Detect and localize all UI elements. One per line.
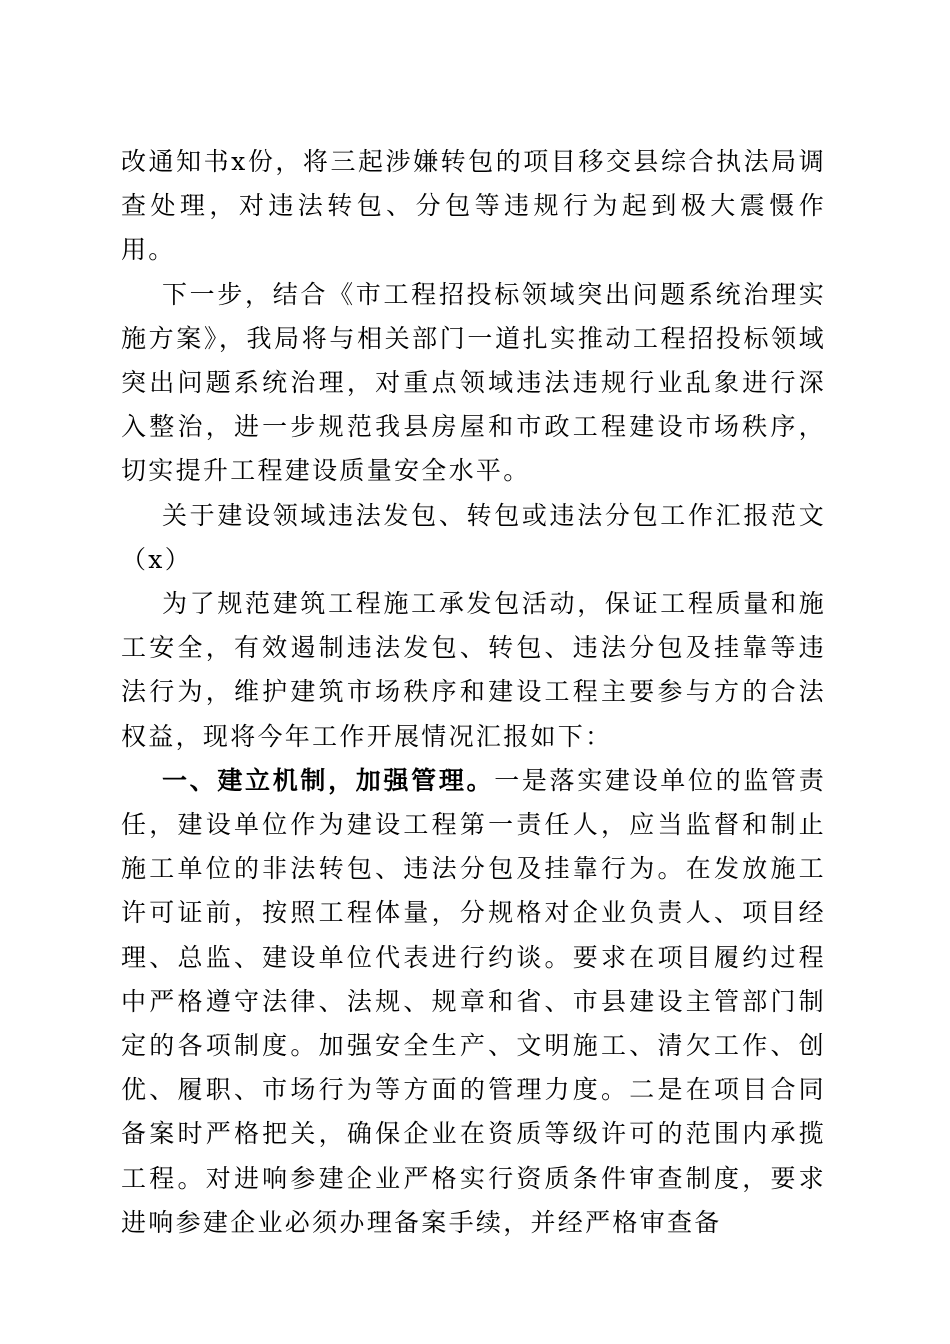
paragraph-continuation: 改通知书x份，将三起涉嫌转包的项目移交县综合执法局调查处理，对违法转包、分包等违规行为起到极大震慑作用。	[121, 147, 826, 265]
paragraph-intro: 为了规范建筑工程施工承发包活动，保证工程质量和施工安全，有效遏制违法发包、转包、违法分包及挂靠等违法行为，维护建筑市场秩序和建设工程主要参与方的合法权益，现将今年工作开展情况汇报如下：	[121, 589, 826, 751]
section-heading-one: 一、建立机制，加强管理。	[162, 765, 495, 795]
paragraph-report-title: 关于建设领域违法发包、转包或违法分包工作汇报范文（x）	[121, 500, 826, 574]
paragraph-section-one	[121, 759, 826, 1245]
section-one-body: 一是落实建设单位的监管责任，建设单位作为建设工程第一责任人，应当监督和制止施工单位的非法转包、违法分包及挂靠行为。在发放施工许可证前，按照工程体量，分规格对企业负责人、项目经理、总监、建设单位代表进行约谈。要求在项目履约过程中严格遵守法律、法规、规章和省、市县建设主管部门制定的各项制度。加强安全生产、文明施工、清欠工作、创优、履职、市场行为等方面的管理力度。二是在项目合同备案时严格把关，确保企业在资质等级许可的范围内承揽工程。对进响参建企业严格实行资质条件审查制度，要求进响参建企业必须办理备案手续，并经严格审查备	[121, 765, 826, 1237]
document-body	[121, 140, 826, 1245]
paragraph-next-steps: 下一步，结合《市工程招投标领域突出问题系统治理实施方案》，我局将与相关部门一道扎实推动工程招投标领域突出问题系统治理，对重点领域违法违规行业乱象进行深入整治，进一步规范我县房屋和市政工程建设市场秩序，切实提升工程建设质量安全水平。	[121, 279, 826, 486]
